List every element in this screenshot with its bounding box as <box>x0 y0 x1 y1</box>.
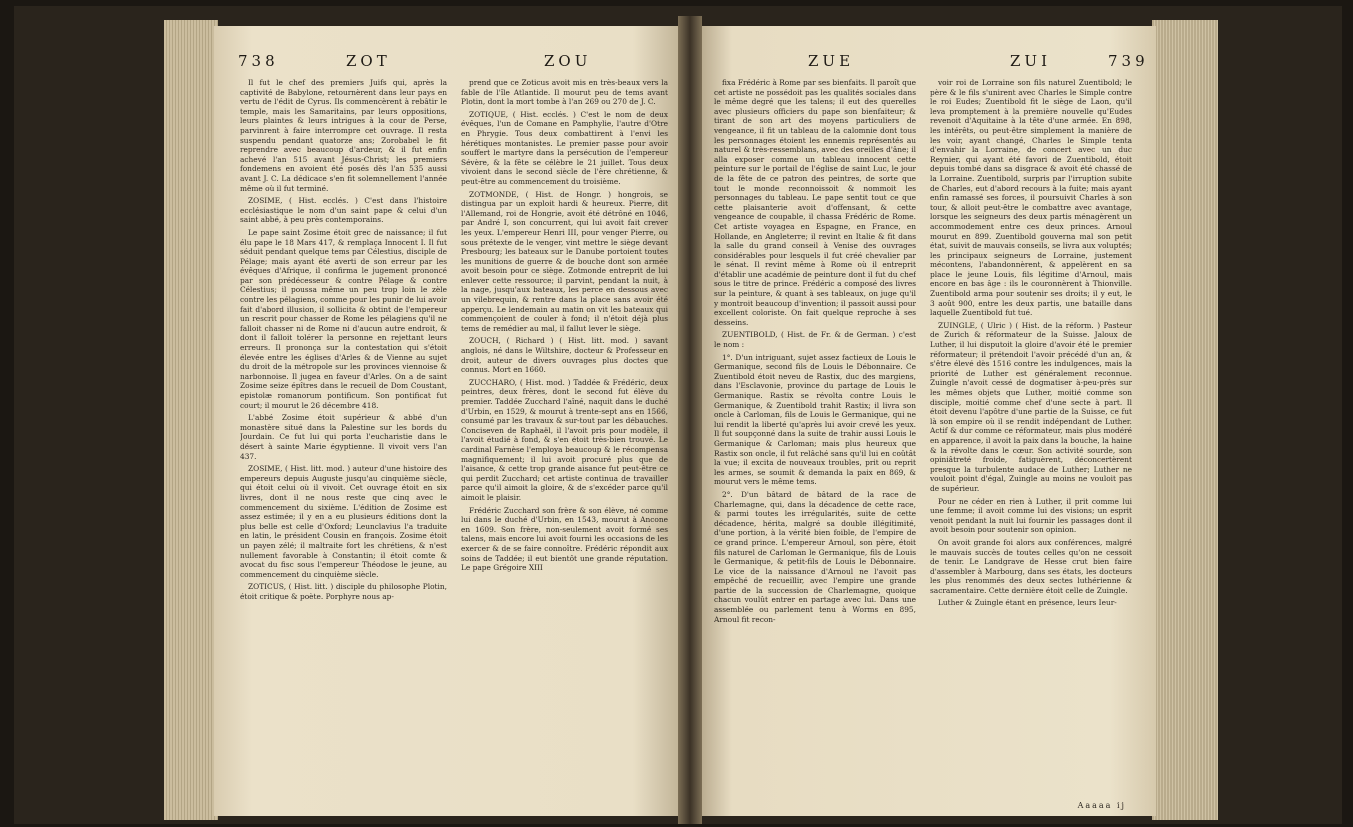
page-number: 738 <box>238 52 279 70</box>
paragraph: ZOTIQUE, ( Hist. ecclés. ) C'est le nom de deux évêques, l'un de Comane en Pamphylie, l'autre d'Otre en Phrygie. Tous deux combattirent à l'envi les hérétiques montanistes. Le premier passe pour avoir souffert le martyre dans la persécution de l'empereur Sévère, & la fête se célèbre le 21 juillet. Tous deux vivoient dans le second siècle de l'ère chrétienne, & peut-être au commencement du troisième. <box>461 109 668 186</box>
right-page <box>690 26 1156 816</box>
right-column-2 <box>930 78 1132 798</box>
left-running-head <box>214 52 690 72</box>
running-head-word: ZUE <box>808 52 855 70</box>
page-number: 739 <box>1108 52 1149 70</box>
paragraph: ZOSIME, ( Hist. ecclés. ) C'est dans l'histoire ecclésiastique le nom d'un saint pape & celui d'un saint abbé, à peu près contemporains. <box>240 196 447 225</box>
paragraph: ZUINGLE, ( Ulric ) ( Hist. de la réform. ) Pasteur de Zurich & réformateur de la Suisse. Jaloux de Luther, il lui disputoit la gloire d'avoir été le premier réformateur; il prétendoit l'avoir précédé d'un an, & s'être élevé dès 1516 contre les indulgences, mais la priorité de Luther est généralement reconnue. Zuingle n'avoit cessé de dogmatiser à-peu-près sur les mêmes objets que Luther, moitié comme son disciple, moitié comme chef d'une secte à part. Il étoit devenu l'apôtre d'une partie de la Suisse, ce fut là son empire où il se rendit indépendant de Luther. Actif & dur comme ce réformateur, mais plus modéré en apparence, il avoit la paix dans la bouche, la haine & la révolte dans le cœur. Son activité sourde, son opiniâtreté froide, fatiguèrent, déconcertèrent presque la turbulente audace de Luther; Luther ne vouloit point d'égal, Zuingle au moins ne vouloit pas de supérieur. <box>930 320 1132 493</box>
paragraph: L'abbé Zosime étoit supérieur & abbé d'un monastère situé dans la Palestine sur les bords du Jourdain. Ce fut lui qui porta l'eucharistie dans le désert à sainte Marie égyptienne. Il vivoit vers l'an 437. <box>240 413 447 461</box>
paragraph: Il fut le chef des premiers Juifs qui, après la captivité de Babylone, retournèrent dans leur pays en vertu de l'édit de Cyrus. Ils commencèrent à rebâtir le temple, mais les Samaritains, par leurs oppositions, leurs plaintes & leurs intrigues à la cour de Perse, parvinrent à faire interrompre cet ouvrage. Il resta suspendu pendant quatorze ans; Zorobabel le fit reprendre avec beaucoup d'ardeur, & il fut enfin achevé l'an 515 avant Jésus-Christ; les premiers fondemens en avoient été posés dès l'an 535 aussi avant J. C. La dédicace s'en fit solemnellement l'année même où il fut terminé. <box>240 78 447 193</box>
paragraph: voir roi de Lorraine son fils naturel Zuentibold; le père & le fils s'unirent avec Charles le Simple contre le roi Eudes; Zuentibold fit le siège de Laon, qu'il leva promptement à la première nouvelle qu'Eudes revenoit d'Aquitaine à la tête d'une armée. En 898, les intérêts, ou peut-être simplement la manière de les voir, ayant changé, Charles le Simple tenta d'envahir la Lorraine, de concert avec un duc Reynier, qui ayant été favori de Zuentibold, étoit depuis tombé dans sa disgrace & avoit été chassé de la Lorraine. Zuentibold, surpris par l'irruption subite de Charles, eut d'abord recours à la fuite; mais ayant enfin ramassé ses forces, il poursuivit Charles à son tour, & alloit peut-être le combattre avec avantage, lorsque les seigneurs des deux partis ménagèrent un accommodement entre ces deux princes. Arnoul mourut en 899. Zuentibold gouverna mal son petit état, suivit de mauvais conseils, se livra aux voluptés; les principaux seigneurs de Lorraine, justement mécontens, l'abandonnèrent, & appelèrent en sa place le jeune Louis, fils légitime d'Arnoul, mais encore en bas âge : ils le couronnèrent à Thionville. Zuentibold arma pour soutenir ses droits; il y eut, le 3 août 900, entre les deux partis, une bataille dans laquelle Zuentibold fut tué. <box>930 78 1132 318</box>
catchword: Aaaaa ij <box>1077 801 1126 810</box>
paragraph: Luther & Zuingle étant en présence, leurs Ieur- <box>938 598 1117 608</box>
running-head-word: ZOT <box>346 52 391 70</box>
running-head-word: ZUI <box>1010 52 1051 70</box>
paragraph: 1°. D'un intriguant, sujet assez factieux de Louis le Germanique, second fils de Louis le Débonnaire. Ce Zuentibold étoit neveu de Rastix, duc des margiens, dans l'Esclavonie, province du partage de Louis le Germanique. Rastix se révolta contre Louis le Germanique, & Zuentibold trahit Rastix; il livra son oncle à Carloman, fils de Louis le Germanique, qui ne lui rendit la liberté qu'après lui avoir crevé les yeux. Il fut soupçonné dans la suite de trahir aussi Louis le Germanique & Carloman; mais plus heureux que Rastix son oncle, il fut relâché sans qu'il lui en coûtât la vue; il excita de nouveaux troubles, prit ou reprit les armes, se soumit & demanda la paix en 869, & mourut vers le même tems. <box>714 352 916 487</box>
paragraph: Le pape saint Zosime étoit grec de naissance; il fut élu pape le 18 Mars 417, & remplaça Innocent I. Il fut séduit pendant quelque tems par Célestius, disciple de Pélage; mais ayant été averti de son erreur par les évêques d'Afrique, il confirma le jugement prononcé par son prédécesseur & contre Pélage & contre Célestius; il poussa même un peu trop loin le zèle contre les pélagiens, comme pour les punir de lui avoir fait d'abord illusion, il sollicita & obtint de l'empereur un rescrit pour chasser de Rome les pélagiens qu'il ne falloit chasser ni de Rome ni d'aucun autre endroit, & dont il falloit tolérer la personne en rejettant leurs erreurs. Il prononça sur la contestation qui s'étoit élevée entre les églises d'Arles & de Vienne au sujet du droit de la métropole sur les provinces viennoise & narbonnoise. Il jugea en faveur d'Arles. On a de saint Zosime seize épîtres dans le recueil de Dom Coustant, epistolæ romanorum pontificum. Son pontificat fut court; il mourut le 26 décembre 418. <box>240 227 447 410</box>
left-page <box>214 26 690 816</box>
book-gutter <box>678 16 702 824</box>
right-running-head <box>690 52 1156 72</box>
paragraph: ZOUCH, ( Richard ) ( Hist. litt. mod. ) savant anglois, né dans le Wiltshire, docteur & Professeur en droit, auteur de divers ouvrages plus doctes que connus. Mort en 1660. <box>461 336 668 375</box>
paragraph: ZUCCHARO, ( Hist. mod. ) Taddée & Frédéric, deux peintres, deux frères, dont le second fut élève du premier. Taddée Zucchard l'aîné, naquit dans le duché d'Urbin, en 1529, & mourut à trente-sept ans en 1566, consumé par les travaux & sur-tout par les débauches. Conciseven de Raphaël, il l'avoit pris pour modèle, il l'avoit étudié à fond, & s'en étoit très-bien trouvé. Le cardinal Farnèse l'employa beaucoup & le récompensa magnifiquement; il lui avoit procuré plus que de l'aisance, & cette trop grande aisance fut peut-être ce qui perdit Zucchard; cet artiste continua de travailler parce qu'il aimoit la gloire, & de s'excéder parce qu'il aimoit le plaisir. <box>461 377 668 502</box>
paragraph: fixa Frédéric à Rome par ses bienfaits. Il paroît que cet artiste ne possédoit pas les qualités sociales dans le même degré que les talens; il eut des querelles avec plusieurs officiers du pape son bienfaiteur; & tirant de son art des moyens particuliers de vengeance, il fit un tableau de la calomnie dont tous les personnages étoient les ennemis représentés au naturel & très-ressemblans, avec des oreilles d'âne; il alla exposer comme un tableau innocent cette peinture sur le portail de l'église de saint Luc, le jour de la fête de ce patron des peintres, de sorte que tout le monde reconnoissoit & nommoit les personnages du tableau. Le pape sentit tout ce que cette plaisanterie avoit d'offensant, & cette vengeance de coupable, il chassa Frédéric de Rome. Cet artiste voyagea en Espagne, en France, en Hollande, en Angleterre; il revint en Italie & fit dans la salle du grand conseil à Venise des ouvrages considérables pour lesquels il fut créé chevalier par le sénat. Il revint même à Rome où il entreprit d'établir une académie de peinture dont il fut du chef sous le titre de prince. Frédéric a composé des livres sur la peinture, & quant à ses tableaux, on juge qu'il y montroit beaucoup d'invention; il passoit aussi pour excellent coloriste. On fait quelque reproche à ses desseins. <box>714 78 916 327</box>
paragraph: prend que ce Zoticus avoit mis en très-beaux vers la fable de l'île Atlantide. Il mourut peu de tems avant Plotin, dont la mort tombe à l'an 269 ou 270 de J. C. <box>461 78 668 107</box>
paragraph: ZOTICUS, ( Hist. litt. ) disciple du philosophe Plotin, étoit critique & poète. Porphyre nous ap- <box>240 582 447 601</box>
page-edges-right <box>1152 20 1218 820</box>
left-column-2 <box>461 78 668 798</box>
page-edges-left <box>164 20 218 820</box>
open-book <box>14 6 1342 824</box>
paragraph: 2°. D'un bâtard de bâtard de la race de Charlemagne, qui, dans la décadence de cette race, & parmi toutes les irrégularités, suite de cette décadence, hérita, malgré sa double illégitimité, d'une portion, à la vérité bien foible, de l'empire de ce grand prince. L'empereur Arnoul, son père, étoit fils naturel de Carloman le Germanique, fils de Louis le Germanique, & petit-fils de Louis le Débonnaire. Le vice de la naissance d'Arnoul ne l'avoit pas empêché de recueillir, avec l'empire une grande partie de la succession de Charlemagne, quoique chacun voulût entrer en partage avec lui. Dans une assemblée ou parlement tenu à Worms en 895, Arnoul fit recon- <box>714 489 916 624</box>
left-column-1 <box>240 78 447 798</box>
right-column-1 <box>714 78 916 798</box>
paragraph: Frédéric Zucchard son frère & son élève, né comme lui dans le duché d'Urbin, en 1543, mourut à Ancone en 1609. Son frère, non-seulement avoit formé ses talens, mais encore lui avoit fourni les occasions de les exercer & de se faire connoître. Frédéric répondit aux soins de Taddée; il eut bientôt une grande réputation. Le pape Grégoire XIII <box>461 505 668 573</box>
paragraph: ZUENTIBOLD, ( Hist. de Fr. & de German. ) c'est le nom : <box>714 330 916 350</box>
running-head-word: ZOU <box>544 52 592 70</box>
paragraph: ZOTMONDE, ( Hist. de Hongr. ) hongrois, se distingua par un exploit hardi & heureux. Pierre, dit l'Allemand, roi de Hongrie, avoit été détrôné en 1046, par André I, son concurrent, qui lui avoit fait crever les yeux. L'empereur Henri III, pour venger Pierre, ou sous prétexte de le venger, vint mettre le siège devant Presbourg; les bateaux sur le Danube portoient toutes les munitions de guerre & de bouche dont son armée avoit besoin pour ce siège. Zotmonde entreprit de lui enlever cette ressource; il parvint, pendant la nuit, à la nage, jusqu'aux bateaux, les perce en dessous avec un vilebrequin, & rentre dans la place sans avoir été apperçu. Le lendemain au matin on vit les bateaux qui commençoient de couler à fond; il n'étoit déjà plus tems de remédier au mal, il fallut lever le siège. <box>461 189 668 333</box>
paragraph: On avoit grande foi alors aux conférences, malgré le mauvais succès de toutes celles qu'on ne cessoit de tenir. Le Landgrave de Hesse crut bien faire d'assembler à Marbourg, dans ses états, les docteurs les plus renommés des deux sectes luthérienne & sacramentaire. Cette dernière étoit celle de Zuingle. <box>930 537 1132 595</box>
paragraph: ZOSIME, ( Hist. litt. mod. ) auteur d'une histoire des empereurs depuis Auguste jusqu'au cinquième siècle, qui étoit celui où il vivoit. Cet ouvrage étoit en six livres, dont il ne nous reste que cinq avec le commencement du sixième. L'édition de Zosime est assez estimée; il y en a eu plusieurs éditions dont la plus belle est celle d'Oxford; Leunclavius l'a traduite en latin, le président Cousin en françois. Zosime étoit un payen zélé; il maltraite fort les chrétiens, & n'est nullement favorable à Constantin; il étoit comte & avocat du fisc sous l'empereur Théodose le jeune, au commencement du cinquième siècle. <box>240 464 447 579</box>
paragraph: Pour ne céder en rien à Luther, il prit comme lui une femme; il avoit comme lui des visions; un esprit venoit pendant la nuit lui fournir les passages dont il avoit besoin pour soutenir son opinion. <box>930 496 1132 535</box>
